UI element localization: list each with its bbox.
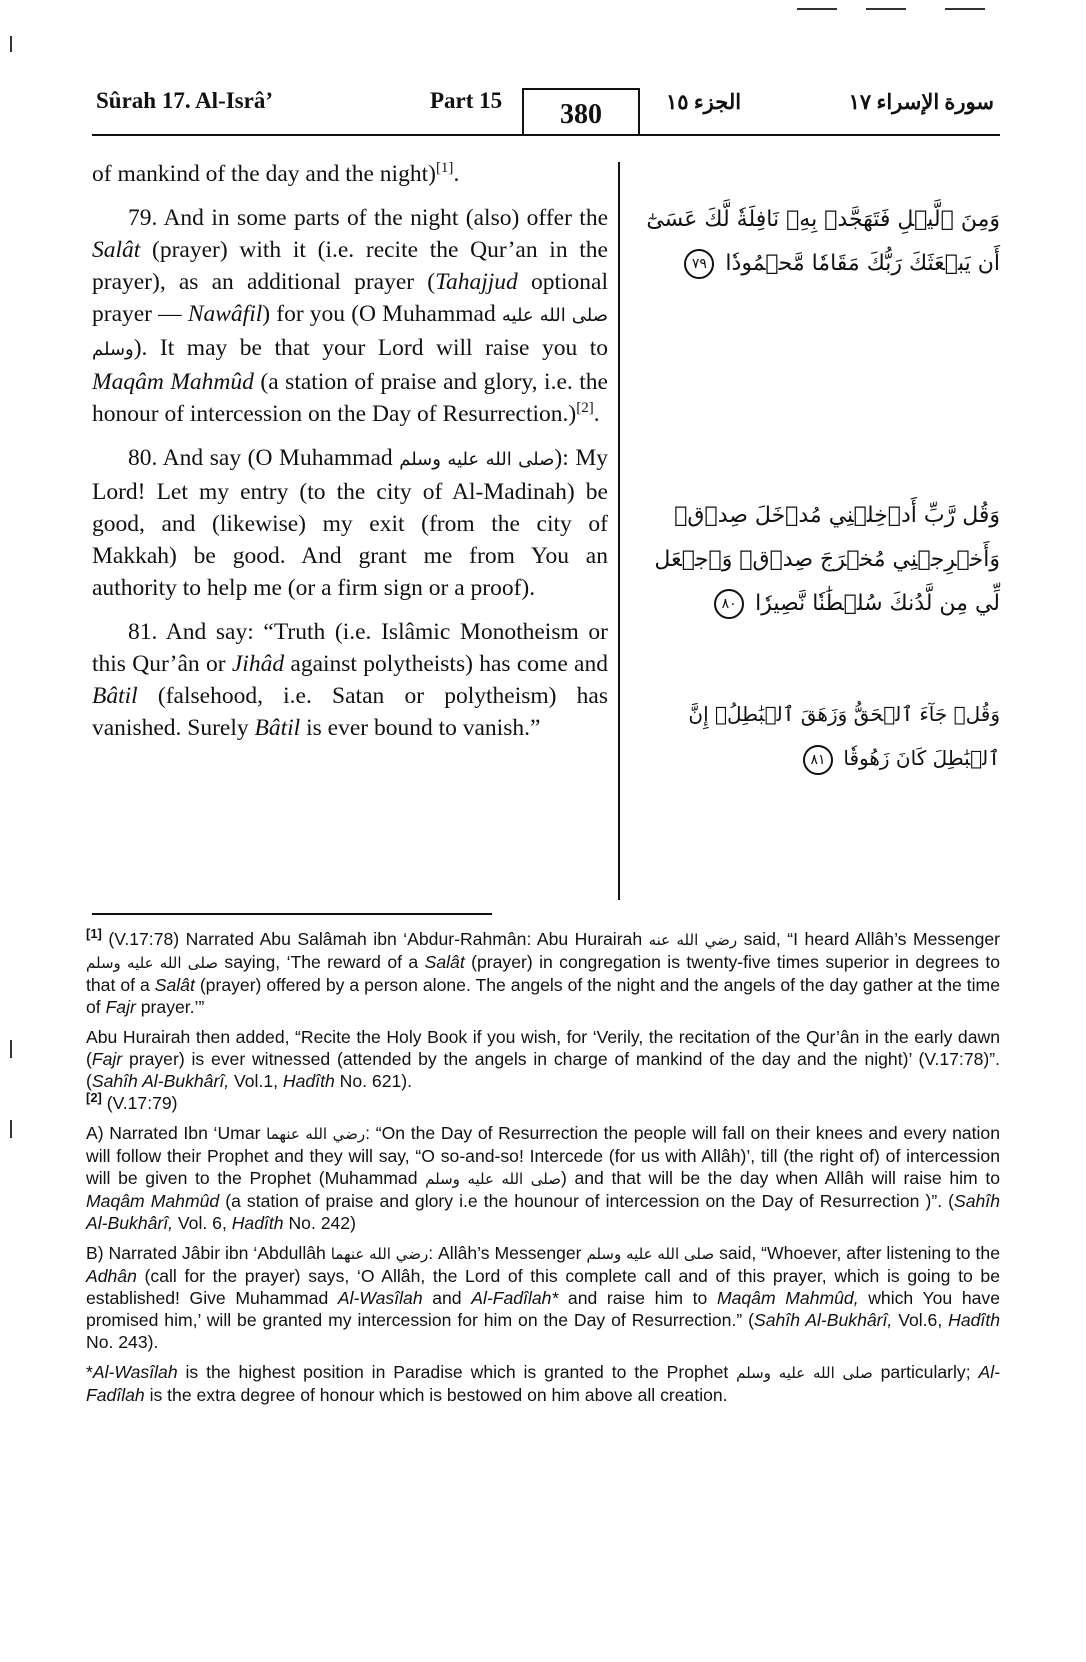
honorific-arabic: رضي الله عنهما (266, 1125, 366, 1143)
footnote-ref[interactable]: [1] (435, 160, 454, 177)
page-header (92, 88, 1000, 136)
verse-81: 81. And say: “Truth (i.e. Islâmic Monotheism or this Qur’ân or Jihâd against polytheists) has come and Bâtil (falsehood, i.e. Satan or polytheism) has vanished. Surely Bâtil is ever bound to vanish.” (92, 619, 608, 741)
salutation-arabic: صلى الله عليه وسلم (92, 305, 608, 360)
footnote-2-a: A) Narrated Ibn ‘Umar رضي الله عنهما: “On the Day of Resurrection the people will fall on their knees and every nation will follow their Prophet and they will say, “O so-and-so! Intercede (for us with Allâh)’, till (the right of) of intercession will be given to the Prophet (Muhammad صلى الله عليه وسلم) and that will be the day when Allâh will raise him to Maqâm Mahmûd (a station of praise and glory i.e the hounour of intercession on the Day of Resurrection )”. (Sahîh Al-Bukhârî, Vol. 6, Hadîth No. 242) (86, 1123, 1001, 1233)
scan-mark (866, 8, 906, 10)
salutation-arabic: صلى الله عليه وسلم (86, 954, 219, 972)
footnote-ref[interactable]: [2] (576, 400, 594, 417)
footnotes (86, 928, 1000, 1414)
salutation-arabic: صلى الله عليه وسلم (425, 1170, 561, 1188)
surah-title-arabic: سورة الإسراء ١٧ (848, 90, 994, 114)
footnote-asterisk: *Al-Wasîlah is the highest position in Paradise which is granted to the Prophet صلى الله عليه وسلم particularly; Al-Fadîlah is the extra degree of honour which is bestowed on him above all creation. (86, 1362, 1001, 1405)
verse-number: 79. (128, 205, 158, 231)
scan-mark (797, 8, 837, 10)
ayah-number-marker: ٨١ (803, 745, 833, 775)
arabic-verse-80: وَقُل رَّبِّ أَدۡخِلۡنِي مُدۡخَلَ صِدۡقٖ وَأَخۡرِجۡنِي مُخۡرَجَ صِدۡقٖ وَٱجۡعَل لِّي مِن لَّدُنكَ سُلۡطَٰنٗا نَّصِيرٗا ٨٠ (630, 494, 1000, 626)
footnote-marker: [1] (86, 926, 102, 942)
footnote-separator (92, 913, 492, 915)
honorific-arabic: رضي الله عنهما (330, 1245, 429, 1263)
honorific-arabic: رضي الله عنه (648, 931, 738, 949)
footnote-1: [1] (V.17:78) Narrated Abu Salâmah ibn ‘Abdur-Rahmân: Abu Hurairah رضي الله عنه said, “I heard Allâh’s Messenger صلى الله عليه وسلم saying, ‘The reward of a Salât (prayer) in congregation is twenty-five times superior in degrees to that of a Salât (prayer) offered by a person alone. The angels of the night and the angels of the day gather at the time of Fajr prayer.’” (86, 926, 1001, 1017)
footnote-2-b: B) Narrated Jâbir ibn ‘Abdullâh رضي الله عنهما: Allâh’s Messenger صلى الله عليه وسلم said, “Whoever, after listening to the Adhân (call for the prayer) says, ‘O Allâh, the Lord of this complete call and of this prayer, which is going to be established! Give Muhammad Al-Wasîlah and Al-Fadîlah* and raise him to Maqâm Mahmûd, which You have promised him,’ will be granted my intercession for him on the Day of Resurrection.” (Sahîh Al-Bukhârî, Vol.6, Hadîth No. 243). (86, 1243, 1000, 1352)
footnote-marker: [2] (86, 1090, 102, 1106)
column-divider (618, 162, 620, 900)
translation-column (92, 158, 608, 744)
surah-title: Sûrah 17. Al-Isrâ’ (96, 88, 273, 113)
verse-79: 79. And in some parts of the night (also) offer the Salât (prayer) with it (i.e. recite the Qur’an in the prayer), as an additional prayer (Tahajjud optional prayer — Nawâfil) for you (O Muhammad صلى الله عليه وسلم). It may be that your Lord will raise you to Maqâm Mahmûd (a station of praise and glory, i.e. the honour of intercession on the Day of Resurrection.)[2]. (92, 205, 608, 427)
continued-text: of mankind of the day and the night)[1]. (92, 160, 460, 187)
juz-arabic: الجزء ١٥ (666, 90, 742, 114)
salutation-arabic: صلى الله عليه وسلم (736, 1364, 873, 1382)
part-label: Part 15 (430, 88, 503, 113)
verse-80: 80. And say (O Muhammad صلى الله عليه وسلم): My Lord! Let my entry (to the city of Al-Madinah) be good, and (likewise) my exit (from the city of Makkah) be good. And grant me from You an authority to help me (or a firm sign or a proof). (92, 445, 609, 601)
arabic-verse-79: وَمِنَ ٱلَّيۡلِ فَتَهَجَّدۡ بِهِۦ نَافِلَةٗ لَّكَ عَسَىٰٓ أَن يَبۡعَثَكَ رَبُّكَ مَقَامٗا مَّحۡمُودٗا ٧٩ (630, 198, 1000, 286)
page-number: 380 (522, 88, 640, 134)
ayah-number-marker: ٧٩ (684, 249, 714, 279)
verse-number: 80. (128, 445, 158, 471)
footnote-2: [2] (V.17:79) (86, 1090, 178, 1113)
ayah-number-marker: ٨٠ (714, 589, 744, 619)
scan-mark (10, 1120, 12, 1138)
scan-mark (10, 1040, 12, 1058)
salutation-arabic: صلى الله عليه وسلم (399, 449, 555, 470)
scan-mark (945, 8, 985, 10)
salutation-arabic: صلى الله عليه وسلم (586, 1245, 715, 1263)
scan-mark (10, 36, 12, 52)
footnote-1-continued: Abu Hurairah then added, “Recite the Holy Book if you wish, for ‘Verily, the recitation of the Qur’ân in the early dawn (Fajr prayer) is ever witnessed (attended by the angels in charge of mankind of the day and the night)’ (V.17:78)”. (Sahîh Al-Bukhârî, Vol.1, Hadîth No. 621). (86, 1027, 1000, 1091)
arabic-verse-81: وَقُلۡ جَآءَ ٱلۡحَقُّ وَزَهَقَ ٱلۡبَٰطِلُۚ إِنَّ ٱلۡبَٰطِلَ كَانَ زَهُوقٗا ٨١ (630, 692, 1000, 780)
verse-number: 81. (128, 619, 158, 645)
